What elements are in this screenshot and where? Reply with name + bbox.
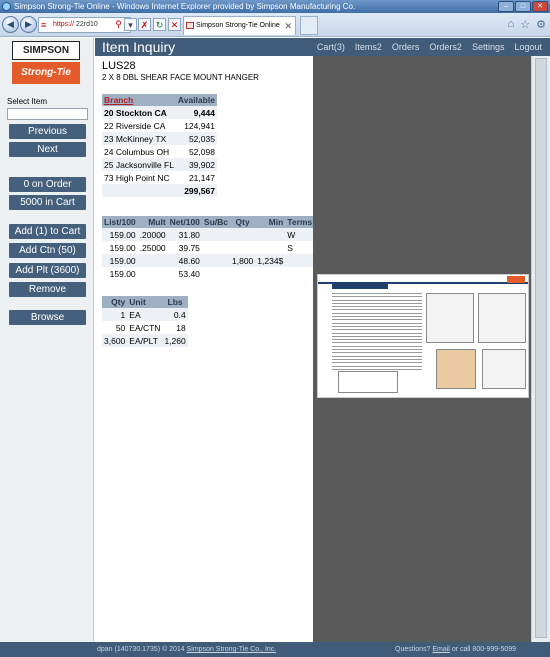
phone-text: or call 800-999-5099 [449,646,517,653]
select-item-label: Select Item [7,97,48,106]
branch-cell: 23 McKinney TX [102,132,176,145]
units-unit-cell: EA [127,308,162,321]
available-cell: 124,941 [176,119,217,132]
nav-cart-link[interactable]: Cart(3) [316,42,345,52]
terms-header: Terms [287,217,313,227]
list-cell: 159.00 [102,228,138,241]
qty-cell [230,267,255,280]
table-row [102,267,314,280]
units-lbs-cell: 18 [162,321,187,334]
subc-cell [202,241,230,254]
table-row [102,241,314,254]
subc-cell [202,267,230,280]
branch-sort-link[interactable]: Branch [104,95,134,105]
subc-header: Su/Bc [203,217,228,227]
new-tab-button[interactable] [300,16,318,35]
available-cell: 52,035 [176,132,217,145]
catalog-logo [507,276,525,283]
search-icon[interactable]: ⚲ [115,19,122,29]
table-row [102,184,217,197]
table-row [102,171,217,184]
min-cell [255,228,285,241]
units-unit-cell: EA/CTN [129,322,161,333]
mult-cell [138,267,168,280]
preview-scrollbar[interactable] [531,56,550,642]
units-unit-cell: EA/PLT [127,334,162,347]
table-row [102,254,314,267]
catalog-legend-box [338,371,398,393]
home-icon[interactable]: ⌂ [507,18,515,30]
net-cell: 53.40 [168,267,202,280]
mult-cell: .20000 [139,229,166,240]
close-window-button[interactable]: ✕ [532,1,548,12]
availability-table [102,94,217,197]
catalog-page-header [318,275,529,284]
nav-items2-link[interactable]: Items2 [354,42,382,52]
tab-title: Simpson Strong-Tie Online [196,22,280,29]
catalog-figure [426,293,474,343]
min-cell [255,241,285,254]
table-row [102,158,217,171]
header-nav [317,42,542,52]
list-cell: 159.00 [102,254,138,267]
available-cell: 9,444 [176,106,217,119]
qty-cell [230,228,255,241]
units-lbs-cell: 0.4 [162,308,187,321]
units-table [102,296,188,347]
address-protocol: https:// [53,21,75,28]
mult-header: Mult [138,216,168,228]
simpson-logo [12,41,80,85]
terms-cell: S [285,241,314,254]
catalog-figure [482,349,526,389]
nav-orders2-link[interactable]: Orders2 [429,42,462,52]
available-header: Available [177,95,215,105]
catalog-figure [436,349,476,389]
terms-cell [285,254,314,267]
min-header: Min [255,216,285,228]
footer-contact [395,642,516,657]
cert-error-icon[interactable]: ✗ [138,18,151,31]
window-titlebar [0,0,550,13]
dropdown-icon[interactable]: ▾ [124,18,137,31]
web-page [0,38,550,657]
add-pallet-button[interactable]: Add Plt (3600) [9,263,86,278]
in-cart-button[interactable]: 5000 in Cart [9,195,86,210]
net-header: Net/100 [169,217,200,227]
footer [95,642,550,657]
branch-header[interactable] [102,94,176,106]
table-row [102,321,188,334]
item-description: 2 X 8 DBL SHEAR FACE MOUNT HANGER [102,73,259,82]
mult-cell [138,254,168,267]
pricing-table [102,216,314,280]
catalog-text-block [332,293,422,372]
browse-button[interactable]: Browse [9,310,86,325]
units-lbs-header: Lbs [162,296,187,308]
add-to-cart-button[interactable]: Add (1) to Cart [9,224,86,239]
questions-text: Questions? [395,646,433,653]
catalog-page-thumbnail[interactable] [317,274,529,398]
footer-left [0,642,95,657]
window-controls [498,1,548,12]
sidebar [0,38,94,642]
subc-cell [202,254,230,267]
nav-settings-link[interactable]: Settings [471,42,505,52]
remove-button[interactable]: Remove [9,282,86,297]
table-row [102,132,217,145]
browser-toolbar [0,13,550,37]
footer-prefix: dpan (140730.1735) © 2014 [97,646,187,653]
tab-favicon-icon [186,22,194,29]
table-row [102,145,217,158]
branch-cell: 22 Riverside CA [102,119,176,132]
qty-cell: 1,800 [232,255,254,266]
app-header [95,38,550,56]
catalog-figure [478,293,526,343]
units-lbs-cell: 1,260 [164,335,186,346]
window-title: Simpson Strong-Tie Online - Windows Internet Explorer provided by Simpson Manufacturing Co. [14,2,356,11]
forward-button[interactable]: ▶ [20,16,37,33]
maximize-button[interactable]: □ [515,1,531,12]
table-row [102,308,188,321]
min-cell [255,267,285,280]
security-warning-icon: ≡ [41,20,47,30]
scrollbar-thumb[interactable] [535,58,547,638]
min-cell: 1,234$ [257,255,284,266]
ie-logo-icon [2,2,11,11]
catalog-preview-panel [313,56,531,642]
favorites-star-icon[interactable]: ☆ [520,19,531,31]
table-row [102,106,217,119]
email-link[interactable]: Email [432,646,450,653]
company-link[interactable]: Simpson Strong-Tie Co., Inc. [186,646,277,653]
table-row [102,334,188,347]
list-cell: 159.00 [102,241,138,254]
address-text: 22rd10 [75,21,98,28]
total-label-cell [102,184,176,197]
previous-button[interactable]: Previous [9,124,86,139]
on-order-button[interactable]: 0 on Order [9,177,86,192]
nav-logout-link[interactable]: Logout [514,42,542,52]
units-qty-header: Qty [102,296,127,308]
next-button[interactable]: Next [9,142,86,157]
stop-icon[interactable]: ✕ [168,18,181,31]
units-qty-cell: 50 [102,321,127,334]
add-carton-button[interactable]: Add Ctn (50) [9,243,86,258]
browser-tab[interactable] [183,16,296,35]
nav-orders-link[interactable]: Orders [391,42,420,52]
qty-header: Qty [230,216,255,228]
close-tab-icon[interactable]: ✕ [284,21,292,31]
qty-cell [230,241,255,254]
units-unit-header: Unit [127,296,162,308]
units-qty-cell: 3,600 [104,335,126,346]
minimize-button[interactable]: – [498,1,514,12]
available-cell: 21,147 [176,171,217,184]
logo-bottom: Strong-Tie [12,62,80,84]
table-row [102,119,217,132]
terms-cell [285,267,314,280]
net-cell: 31.80 [168,228,202,241]
terms-cell: W [285,228,314,241]
available-total: 299,567 [176,184,217,197]
refresh-icon[interactable]: ↻ [153,18,166,31]
units-qty-cell: 1 [102,308,127,321]
table-row [102,228,314,241]
list-cell: 159.00 [102,267,138,280]
item-code: LUS28 [102,60,136,72]
net-cell: 48.60 [168,254,202,267]
list-header: List/100 [104,217,136,227]
browser-toolbar-right [508,18,546,31]
available-cell: 52,098 [176,145,217,158]
subc-cell [202,228,230,241]
mult-cell: .25000 [139,242,166,253]
settings-gear-icon[interactable]: ⚙ [536,19,546,31]
available-cell: 39,902 [176,158,217,171]
branch-cell: 24 Columbus OH [102,145,176,158]
back-button[interactable]: ◀ [2,16,19,33]
branch-cell: 20 Stockton CA [102,106,176,119]
logo-top: SIMPSON [12,41,80,60]
select-item-input[interactable] [7,108,88,120]
branch-cell: 73 High Point NC [102,171,176,184]
net-cell: 39.75 [168,241,202,254]
item-details [95,56,313,642]
branch-cell: 25 Jacksonville FL [104,159,174,170]
page-title: Item Inquiry [102,39,176,55]
